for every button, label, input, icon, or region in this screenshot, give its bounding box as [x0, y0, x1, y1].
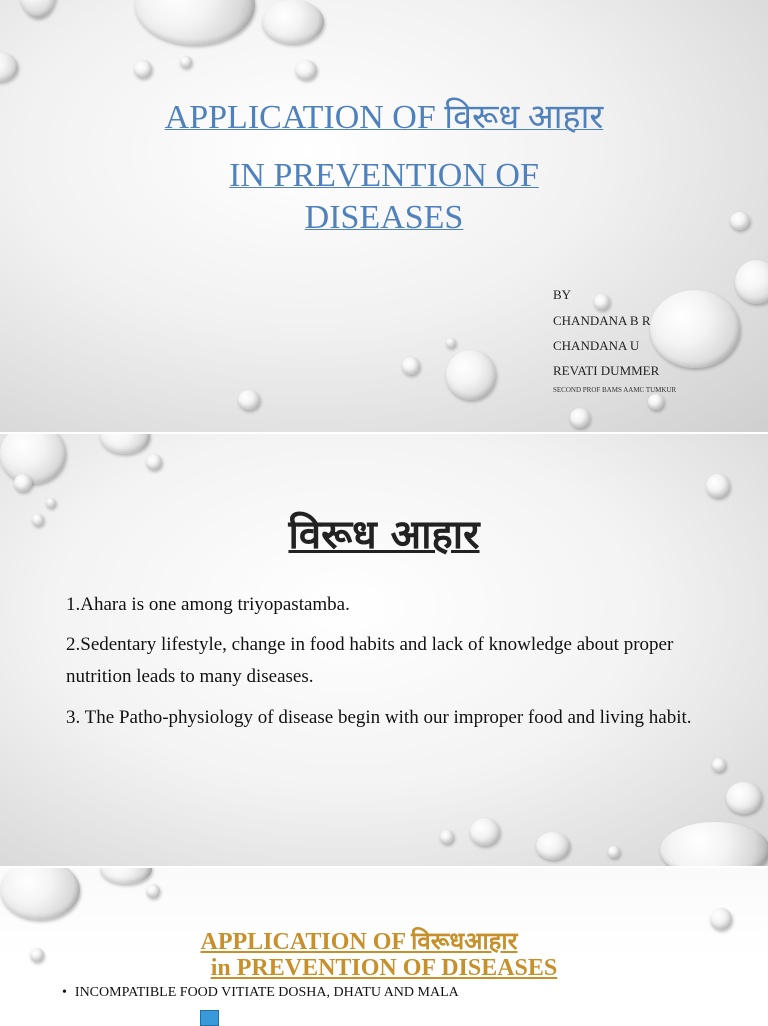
water-drop [446, 338, 456, 348]
water-drop [238, 390, 260, 410]
water-drop [470, 818, 500, 846]
water-drop [146, 884, 160, 898]
water-drop [146, 454, 162, 470]
water-drop [735, 260, 768, 304]
by-label: BY [553, 287, 572, 302]
water-drop [608, 846, 620, 858]
water-drop [134, 60, 152, 78]
water-drop [0, 434, 66, 484]
affiliation: SECOND PROF BAMS AAMC TUMKUR [553, 386, 677, 394]
water-drop [402, 357, 420, 375]
slide-2-point: 3. The Patho-physiology of disease begin with our improper food and living habit. [66, 707, 692, 728]
water-drop [594, 294, 610, 310]
slide-3-title-continued: in PREVENTION OF DISEASES [210, 955, 558, 981]
author-name: CHANDANA U [553, 338, 640, 353]
title-line-2a: IN PREVENTION OF [229, 157, 539, 194]
water-drop [446, 350, 496, 400]
water-drop [180, 56, 192, 68]
bullet-text: INCOMPATIBLE FOOD VITIATE DOSHA, DHATU AND MALA [74, 985, 459, 1000]
water-drop [712, 758, 726, 772]
slide-2-point: 1.Ahara is one among triyopastamba. [66, 594, 350, 615]
slide-3-title: APPLICATION OF विरूधआहार [200, 929, 518, 955]
water-drop [20, 0, 56, 18]
water-drop [14, 474, 32, 492]
water-drop [295, 60, 317, 80]
slide-1-title: APPLICATION OF विरूध आहार [164, 99, 604, 136]
water-drop [135, 0, 255, 45]
author-name: REVATI DUMMER [553, 363, 660, 378]
water-drop [536, 832, 570, 860]
water-drop [262, 0, 324, 44]
slide-3-bullet [62, 985, 459, 1001]
water-drop [706, 474, 730, 498]
water-drop [440, 830, 454, 844]
slide-2-point: 2.Sedentary lifestyle, change in food habits and lack of knowledge about proper nutrition leads to many diseases. [66, 634, 674, 687]
water-drop [660, 822, 768, 866]
slide-2-heading: विरूध आहार [288, 512, 480, 558]
water-drop [100, 868, 152, 884]
slide-1-title-continued [0, 155, 768, 239]
water-drop [100, 434, 150, 454]
water-drop [570, 408, 590, 428]
bullet-icon: • [62, 985, 67, 1000]
title-line-2b: DISEASES [304, 199, 464, 236]
water-drop [650, 290, 740, 368]
author-name: CHANDANA B R [553, 313, 651, 328]
water-drop [0, 868, 80, 920]
water-drop [0, 52, 18, 82]
water-drop [648, 394, 664, 410]
water-drop [726, 782, 762, 814]
